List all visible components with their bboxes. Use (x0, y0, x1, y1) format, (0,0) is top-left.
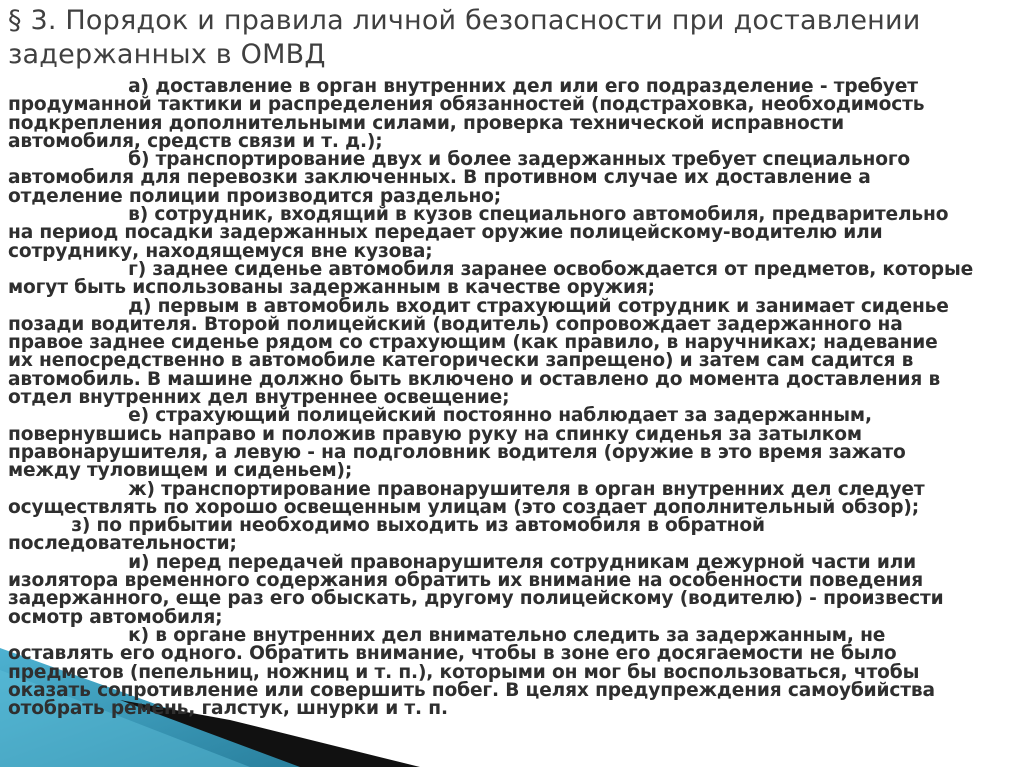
body-line: оказать сопротивление или совершить побег. В целях предупреждения самоубийства (8, 679, 935, 701)
body-line: отдел внутренних дел внутреннее освещение; (8, 387, 510, 409)
body-line: последовательности; (8, 533, 237, 555)
body-line: д) первым в автомобиль входит страхующий сотрудник и занимает сиденье (8, 295, 949, 317)
title-line: § 3. Порядок и правила личной безопасности при доставлении (8, 5, 921, 36)
body-line: и) перед передачей правонарушителя сотрудникам дежурной части или (8, 551, 917, 573)
body-line: автомобиль. В машине должно быть включено и оставлено до момента доставления в (8, 368, 941, 390)
slide-body-text (8, 78, 1018, 718)
body-line: сотруднику, находящемуся вне кузова; (8, 240, 433, 262)
title-line: задержанных в ОМВД (8, 39, 326, 70)
body-line: б) транспортирование двух и более задержанных требует специального (8, 149, 911, 171)
body-line: могут быть использованы задержанным в качестве оружия; (8, 277, 655, 299)
body-line: к) в органе внутренних дел внимательно следить за задержанным, не (8, 624, 886, 646)
body-line: осмотр автомобиля; (8, 606, 223, 628)
body-line: правое заднее сиденье рядом со страхующим (как правило, в наручниках; надевание (8, 332, 938, 354)
body-line: задержанного, еще раз его обыскать, другому полицейскому (водителю) - произвести (8, 588, 944, 610)
body-line: а) доставление в орган внутренних дел или его подразделение - требует (8, 76, 918, 97)
body-line: предметов (пепельниц, ножниц и т. п.), которыми он мог бы воспользоваться, чтобы (8, 661, 920, 683)
body-line: автомобиля для перевозки заключенных. В противном случае их доставление а (8, 167, 871, 189)
body-line: продуманной тактики и распределения обязанностей (подстраховка, необходимость (8, 94, 925, 116)
body-line: их непосредственно в автомобиле категорически запрещено) и затем сам садится в (8, 350, 914, 372)
body-line: в) сотрудник, входящий в кузов специального автомобиля, предварительно (8, 204, 949, 226)
body-line: ж) транспортирование правонарушителя в орган внутренних дел следует (8, 478, 925, 500)
body-line: отделение полиции производится раздельно; (8, 185, 502, 207)
body-line: повернувшись направо и положив правую руку на спинку сиденья за затылком (8, 423, 862, 445)
slide-title (8, 4, 1008, 72)
body-line: между туловищем и сиденьем); (8, 460, 353, 482)
body-line: правонарушителя, а левую - на подголовник водителя (оружие в это время зажато (8, 441, 906, 463)
body-line: осуществлять по хорошо освещенным улицам (это создает дополнительный обзор); (8, 496, 920, 518)
body-line: на период посадки задержанных передает оружие полицейскому-водителю или (8, 222, 883, 244)
body-line: отобрать ремень, галстук, шнурки и т. п. (8, 698, 448, 720)
body-line: оставлять его одного. Обратить внимание, чтобы в зоне его досягаемости не было (8, 643, 897, 665)
body-line: подкрепления дополнительными силами, проверка технической исправности (8, 112, 844, 134)
body-line: автомобиля, средств связи и т. д.); (8, 130, 383, 152)
body-line: г) заднее сиденье автомобиля заранее освобождается от предметов, которые (8, 258, 974, 280)
body-line: изолятора временного содержания обратить их внимание на особенности поведения (8, 570, 923, 592)
body-line: е) страхующий полицейский постоянно наблюдает за задержанным, (8, 405, 872, 427)
body-line: позади водителя. Второй полицейский (водитель) сопровождает задержанного на (8, 313, 903, 335)
body-line: з) по прибытии необходимо выходить из автомобиля в обратной (8, 515, 765, 537)
